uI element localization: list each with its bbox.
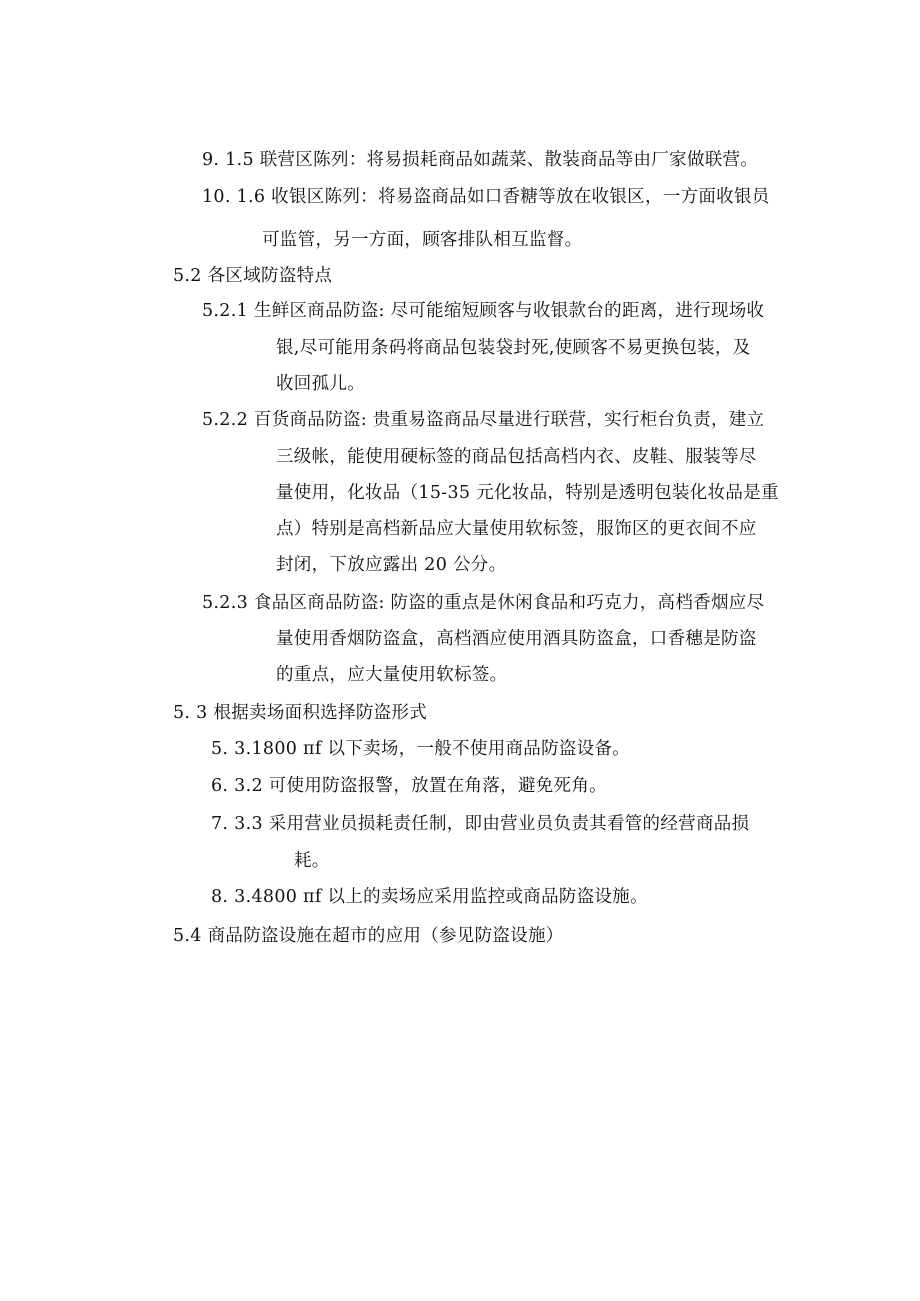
section-heading-5-3: 5. 3 根据卖场面积选择防盗形式 (173, 703, 428, 723)
list-item-5-2-2-cont: 点）特别是高档新品应大量使用软标签，服饰区的更衣间不应 (276, 519, 757, 539)
list-item-5-2-3-cont: 量使用香烟防盗盒，高档酒应使用酒具防盗盒，口香穗是防盗 (276, 629, 757, 649)
list-item-5-2-3: 5.2.3 食品区商品防盗: 防盗的重点是休闲食品和巧克力，高档香烟应尽 (202, 593, 765, 613)
list-item-5-2-2-cont: 封闭，下放应露出 20 公分。 (276, 555, 507, 575)
list-item-5-2-1-cont: 银,尽可能用条码将商品包装袋封死,使顾客不易更换包装，及 (276, 338, 751, 358)
section-heading-5-4: 5.4 商品防盗设施在超市的应用（参见防盗设施） (173, 926, 564, 946)
list-item-5-2-1-cont: 收回孤儿。 (276, 374, 365, 394)
list-item-1-6-cont: 可监管，另一方面，顾客排队相互监督。 (262, 230, 583, 250)
list-item-5-3-3-cont: 耗。 (294, 851, 330, 871)
list-item-1-6: 10. 1.6 收银区陈列：将易盗商品如口香糖等放在收银区，一方面收银员 (202, 187, 770, 207)
list-item-5-3-1: 5. 3.1800 πf 以下卖场，一般不使用商品防盗设备。 (211, 739, 631, 759)
list-item-5-2-3-cont: 的重点，应大量使用软标签。 (276, 665, 508, 685)
list-item-5-3-2: 6. 3.2 可使用防盗报警，放置在角落，避免死角。 (211, 776, 607, 796)
list-item-5-2-2-cont: 量使用，化妆品（15-35 元化妆品，特别是透明包装化妆品是重 (276, 483, 779, 503)
list-item-5-2-1: 5.2.1 生鲜区商品防盗: 尽可能缩短顾客与收银款台的距离，进行现场收 (202, 301, 765, 321)
list-item-5-2-2-cont: 三级帐，能使用硬标签的商品包括高档内衣、皮鞋、服装等尽 (276, 447, 757, 467)
list-item-5-3-3: 7. 3.3 采用营业员损耗责任制，即由营业员负责其看管的经营商品损 (211, 814, 750, 834)
list-item-5-3-4: 8. 3.4800 πf 以上的卖场应采用监控或商品防盗设施。 (211, 887, 648, 907)
section-heading-5-2: 5.2 各区域防盗特点 (173, 266, 333, 286)
list-item-5-2-2: 5.2.2 百货商品防盗: 贵重易盗商品尽量进行联营，实行柜台负责，建立 (202, 410, 765, 430)
list-item-1-5: 9. 1.5 联营区陈列：将易损耗商品如蔬菜、散装商品等由厂家做联营。 (202, 150, 759, 170)
